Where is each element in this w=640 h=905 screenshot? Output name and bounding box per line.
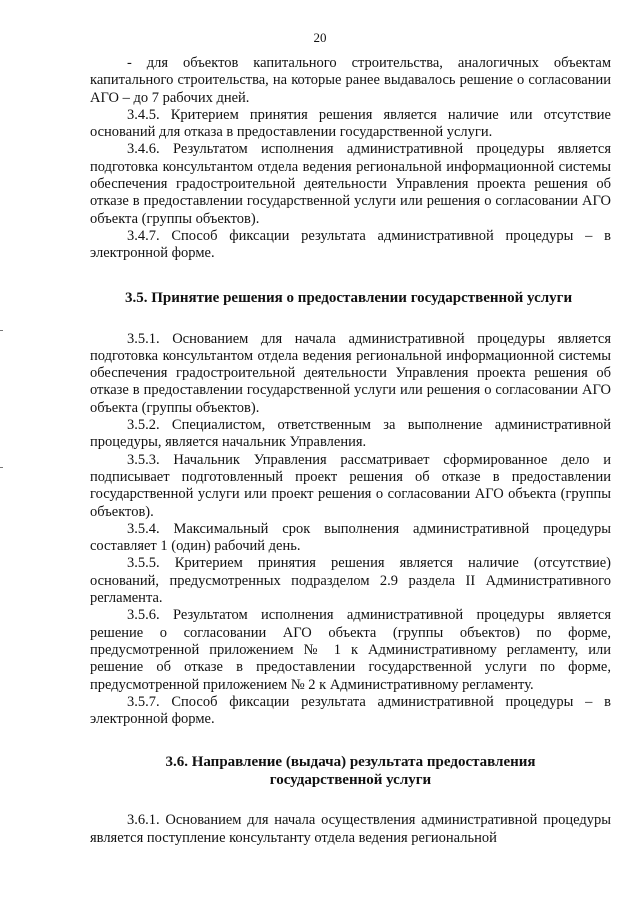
paragraph: 3.5.6. Результатом исполнения административной процедуры является решение о согласовании АГО объекта (группы объектов) по форме, предусмотренной приложением № 1 к Административному регламенту, или решение об отказе в предоставлении государственной услуги по форме, предусмотренной приложением № 2 к Административному регламенту.	[90, 607, 611, 693]
section-heading-3-6-line1: 3.6. Направление (выдача) результата предоставления	[165, 754, 536, 771]
paragraph: - для объектов капитального строительства, аналогичных объектам капитального строительства, на которые ранее выдавалось решение о согласовании АГО – до 7 рабочих дней.	[90, 55, 611, 106]
document-body	[90, 55, 611, 847]
paragraph: 3.5.1. Основанием для начала административной процедуры является подготовка консультантом отдела ведения региональной информационной системы обеспечения градостроительной деятельности Управления проекта решения об отказе в предоставлении государственной услуги или решения о согласовании АГО объекта (группы объектов).	[90, 330, 611, 416]
margin-mark	[0, 467, 3, 468]
paragraph: 3.5.3. Начальник Управления рассматривает сформированное дело и подписывает подготовленный проект решения об отказе в предоставлении государственной услуги или проект решения о согласовании АГО объекта (группы объектов).	[90, 451, 611, 520]
paragraph: 3.5.7. Способ фиксации результата административной процедуры – в электронной форме.	[90, 693, 611, 728]
paragraph: 3.5.4. Максимальный срок выполнения административной процедуры составляет 1 (один) рабочий день.	[90, 520, 611, 555]
paragraph: 3.6.1. Основанием для начала осуществления административной процедуры является поступление консультанту отдела ведения региональной	[90, 812, 611, 846]
section-heading-3-6-line2: государственной услуги	[269, 772, 432, 789]
paragraph: 3.4.6. Результатом исполнения административной процедуры является подготовка консультантом отдела ведения региональной информационной системы обеспечения градостроительной деятельности Управления проекта решения об отказе в предоставлении государственной услуги или решения о согласовании АГО объекта (группы объектов).	[90, 141, 611, 227]
paragraph: 3.4.5. Критерием принятия решения является наличие или отсутствие оснований для отказа в предоставлении государственной услуги.	[90, 106, 611, 141]
section-heading-3-5: 3.5. Принятие решения о предоставлении государственной услуги	[125, 289, 573, 306]
page-number: 20	[313, 30, 327, 45]
section-heading-3-6	[90, 753, 611, 789]
paragraph: 3.5.5. Критерием принятия решения является наличие (отсутствие) оснований, предусмотренных подразделом 2.9 раздела II Административного регламента.	[90, 555, 611, 607]
paragraph: 3.4.7. Способ фиксации результата административной процедуры – в электронной форме.	[90, 227, 611, 262]
paragraph: 3.5.2. Специалистом, ответственным за выполнение административной процедуры, является начальник Управления.	[90, 417, 611, 451]
margin-mark	[0, 330, 3, 331]
